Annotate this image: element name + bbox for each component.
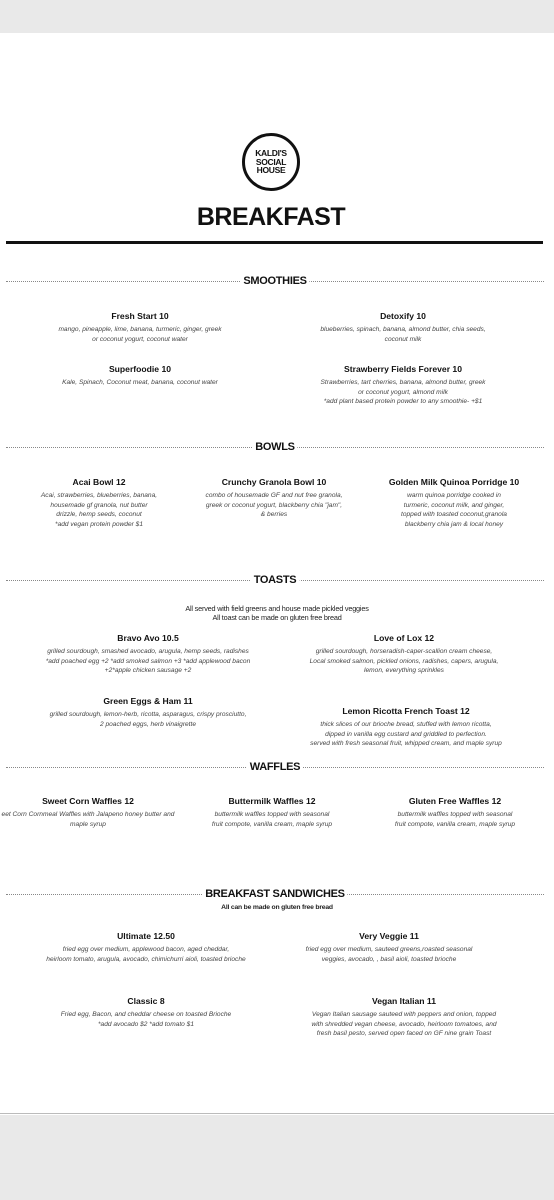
item-name: Green Eggs & Ham 11 (103, 696, 193, 706)
section-waffles (6, 761, 544, 775)
item-description: fried egg over medium, applewood bacon, aged cheddar, heirloom tomato, arugula, avocado, chimichurri aioli, toasted brioche (46, 946, 246, 963)
item-name: Classic 8 (127, 996, 165, 1006)
menu-item-very-veggie (280, 931, 498, 964)
menu-item-gluten-free-waffles (375, 796, 535, 829)
menu-item-acai-bowl (18, 477, 180, 529)
menu-item-vegan-italian (292, 996, 516, 1039)
item-name: Golden Milk Quinoa Porridge 10 (388, 477, 520, 487)
item-name: Crunchy Granola Bowl 10 (221, 477, 327, 487)
item-description: grilled sourdough, horseradish-caper-scallion cream cheese, Local smoked salmon, pickled onions, radishes, capers, arugula, lemon, everything sprinkles (309, 648, 499, 674)
item-name: Fresh Start 10 (111, 311, 169, 321)
item-description: mango, pineapple, lime, banana, turmeric, ginger, greek or coconut yogurt, coconut water (58, 326, 222, 343)
item-description: grilled sourdough, smashed avocado, arugula, hemp seeds, radishes *add poached egg +2 *add smoked salmon +3 *add applewood bacon +2*apple chicken sausage +2 (45, 648, 251, 674)
menu-item-buttermilk-waffles (192, 796, 352, 829)
menu-item-quinoa-porridge (370, 477, 538, 529)
menu-item-bravo-avo (18, 633, 278, 676)
sandwiches-note: All can be made on gluten free bread (221, 904, 333, 911)
section-bowls (6, 441, 544, 455)
menu-item-lemon-ricotta-toast (284, 706, 528, 749)
item-description: Acai, strawberries, blueberries, banana, housemade gf granola, nut butter drizzle, hemp seeds, coconut *add vegan protein powder $1 (40, 492, 158, 528)
item-description: grilled sourdough, lemon-herb, ricotta, asparagus, crispy prosciutto, 2 poached eggs, herb vinaigrette (49, 711, 247, 728)
item-description: combo of housemade GF and nut free granola, greek or coconut yogurt, blackberry chia "jam", & berries (205, 492, 343, 518)
item-name: Acai Bowl 12 (72, 477, 126, 487)
menu-item-classic (26, 996, 266, 1029)
item-name: Vegan Italian 11 (371, 996, 436, 1006)
menu-item-strawberry-fields (283, 364, 523, 407)
section-breakfast-sandwiches (6, 888, 544, 902)
menu-item-green-eggs-ham (18, 696, 278, 729)
page-bottom-edge (0, 1113, 554, 1114)
section-smoothies (6, 275, 544, 289)
section-heading: BREAKFAST SANDWICHES (202, 888, 347, 900)
section-heading: TOASTS (251, 574, 300, 586)
section-heading: SMOOTHIES (240, 275, 309, 287)
item-name: Bravo Avo 10.5 (117, 633, 179, 643)
menu-item-superfoodie (20, 364, 260, 388)
menu-item-love-of-lox (284, 633, 524, 676)
page-title: BREAKFAST (196, 203, 346, 231)
menu-item-sweet-corn-waffles (0, 796, 186, 829)
item-name: Buttermilk Waffles 12 (228, 796, 316, 806)
menu-page (0, 33, 554, 1115)
menu-item-fresh-start (20, 311, 260, 344)
item-name: Superfoodie 10 (108, 364, 172, 374)
section-toasts (6, 574, 544, 588)
item-description: Fried egg, Bacon, and cheddar cheese on toasted Brioche *add avocado $2 *add tomato $1 (60, 1011, 232, 1028)
item-name: Ultimate 12.50 (117, 931, 175, 941)
section-heading: BOWLS (252, 441, 297, 453)
toasts-note: All served with field greens and house made pickled veggies All toast can be made on gluten free bread (185, 604, 369, 622)
item-description: thick slices of our brioche bread, stuffed with lemon ricotta, dipped in vanilla egg custard and griddled to perfection. served with fresh seasonal fruit, whipped cream, and maple syrup (310, 721, 502, 747)
item-description: warm quinoa porridge cooked in turmeric, coconut milk, and ginger, topped with toasted coconut,granola blackberry chia jam & local honey (401, 492, 507, 528)
kaldis-logo (242, 133, 300, 191)
item-description: blueberries, spinach, banana, almond butter, chia seeds, coconut milk (320, 326, 486, 343)
item-name: Gluten Free Waffles 12 (408, 796, 502, 806)
item-name: Strawberry Fields Forever 10 (344, 364, 462, 374)
item-description: Kale, Spinach, Coconut meat, banana, coconut water (62, 379, 218, 386)
menu-item-detoxify (283, 311, 523, 344)
logo-text: KALDI'S SOCIAL HOUSE (255, 148, 287, 176)
section-heading: WAFFLES (247, 761, 303, 773)
item-description: Strawberries, tart cherries, banana, almond butter, greek or coconut yogurt, almond milk *add plant based protein powder to any smoothie- +$1 (320, 379, 486, 405)
title-divider (6, 241, 543, 244)
item-name: Detoxify 10 (380, 311, 426, 321)
menu-item-granola-bowl (188, 477, 360, 520)
item-description: fried egg over medium, sauteed greens,roasted seasonal veggies, avocado, , basil aioli, toasted brioche (305, 946, 473, 963)
item-name: Lemon Ricotta French Toast 12 (342, 706, 470, 716)
item-description: eet Corn Cornmeal Waffles with Jalapeno honey butter and maple syrup (1, 811, 175, 828)
item-description: Vegan Italian sausage sauteed with peppers and onion, topped with shredded vegan cheese, avocado, heirloom tomatoes, and fresh basil pesto, served open faced on GF nine grain Toast (311, 1011, 497, 1037)
item-name: Sweet Corn Waffles 12 (42, 796, 134, 806)
item-name: Very Veggie 11 (359, 931, 419, 941)
item-name: Love of Lox 12 (373, 633, 435, 643)
item-description: buttermilk waffles topped with seasonal fruit compote, vanilla cream, maple syrup (211, 811, 333, 828)
menu-item-ultimate (26, 931, 266, 964)
item-description: buttermilk waffles topped with seasonal fruit compote, vanilla cream, maple syrup (394, 811, 516, 828)
